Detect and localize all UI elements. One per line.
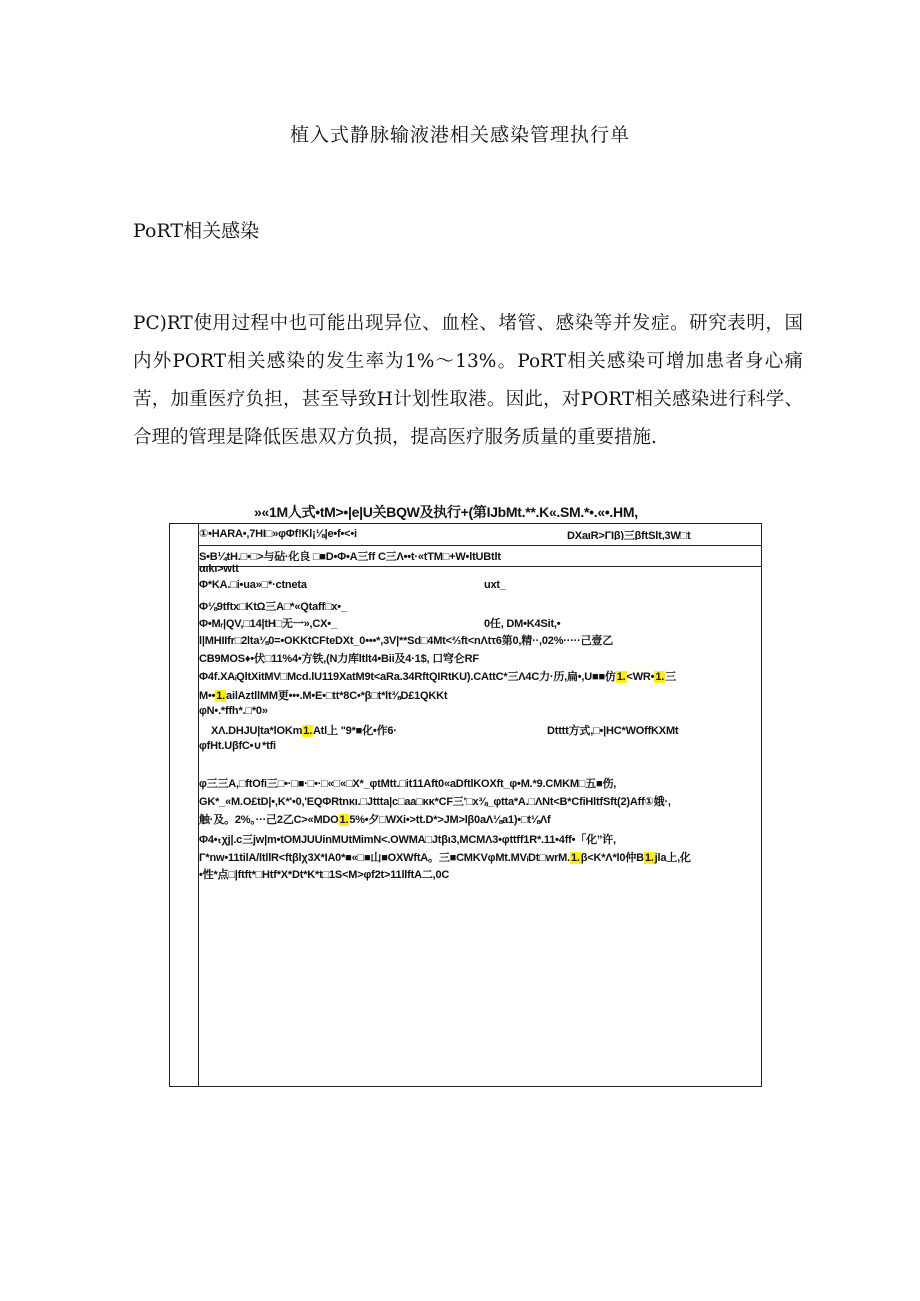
table-line-left: [199, 814, 550, 826]
table-line: [199, 563, 761, 575]
table-line-text: Φ⅛9tftx□KtΩ三A□*«Qtaff□x•_: [199, 601, 347, 613]
table-caption: »«1M人式•tM>•|e|U关BQW及执行+(第IJbMt.**.K«.SM.*•.«•.HM,: [254, 504, 638, 520]
table-line-left: [199, 579, 307, 591]
table-line-left: [199, 671, 676, 683]
table-line-left: [199, 778, 616, 790]
header-right-text: DXaιR>ΓIβ)三βftSlt,3W□t: [567, 530, 691, 540]
table-line: [199, 739, 761, 752]
header-row-2-text: S•B¼tH.□•□>与砧·化良 □■D•Φ•A三ff C三Λ••t·«tTM□+W•ltUBtlt: [199, 551, 501, 561]
table-line-left: [199, 601, 347, 613]
header-left-text: ①•HARA•,7HI□»φΦf!Kl¡⅛|e•f•<•i: [199, 528, 357, 540]
table-line-left: [199, 725, 397, 737]
table-line-text: Φ4f.XAᵢQltXitMV□Mcd.lU119XatM9t<aRa.34RftQIRtKU).CAttC*三Λ4C力·历,扁•,U■■仿: [199, 671, 616, 683]
table-line-text: l|MHIIfr□2lta⅛0=•OKKtCFteDXt_0•••*,3V|**Sd□4Mt<⅔ft<nΛtτ6第0,精··,02%·····己壹乙: [199, 635, 614, 647]
table-line-text: Atl上 "9*■化•作6·: [312, 725, 397, 737]
table-line-text: <WR•: [626, 671, 655, 683]
document-title: 植入式静脉输液港相关感染管理执行单: [289, 124, 630, 146]
table-line-left: [199, 740, 276, 752]
table-line-text: φfHt.UβfC•∪*tfi: [199, 740, 276, 752]
table-line-text: Γ*nw•11tilA/ltllR<ftβlχ3X*IA0*■«□■山■OXWftA。三■CMKVφMt.MVᵢDt□wrM.: [199, 852, 570, 864]
table-line-left: [199, 635, 613, 647]
table-line: [199, 668, 761, 684]
highlight-mark: 1.: [655, 671, 665, 683]
table-line: [199, 793, 761, 809]
table-line-text: Φ•Mᵣ|QV,□14|tH□无一»,CX•_: [199, 618, 337, 630]
highlight-mark: 1.: [570, 852, 580, 864]
table-line-text: 5%•夕□WXi•>tt.D*>JM>lβ0aΛ⅛a1)•□t⅛Λf: [349, 814, 551, 826]
table-line-text: CB9MOS♦•伏□11%4•方铁,(N力库ltlt4•Bii及4·1$, 口穹仑RF: [199, 653, 479, 665]
table-line: [199, 811, 761, 827]
table-line: [199, 831, 761, 847]
table-line: [199, 866, 761, 882]
table-line: [199, 579, 761, 591]
table-line-left: [199, 618, 337, 630]
table-line-text: ailAztllMM更•••.M•E•□tt*8C•*β□t*lt⅜D£1QKKt: [226, 690, 448, 702]
table-line: [199, 650, 761, 666]
table-line-text: 三: [665, 671, 676, 683]
table-line-text: 触·及。2%。···己2乙C>«MDO: [199, 814, 339, 826]
table-line-text: XΛ.DHJU|ta*lOKm: [211, 725, 303, 737]
table-line-text: Φ4•ₜχj|.c三jw|m•tOMJUUinMUtMimN<.OWMA□Jtβι3,MCMΛ3•φttff1R*.11•4ff•「化”许,: [199, 834, 616, 846]
table-line-right-text: uxt_: [484, 579, 506, 591]
table-line-right-text: 0任, DM•K4Sit,•: [484, 618, 561, 630]
table-line-text: •性*点□|ftft*□Htf*X*Dt*K*t□1S<M>φf2t>11llftA二,0C: [199, 869, 450, 881]
table-line-text: φ三三A,□ftOfi三□•·□■·□•·□«□«□X*_φtMtt.□it11Aft0«aDftlKOXft_φ•M.*9.CMKM□五■伤,: [199, 778, 617, 790]
highlight-mark: 1.: [644, 852, 654, 864]
table-row-divider: [198, 545, 761, 546]
highlight-mark: 1.: [339, 814, 349, 826]
table-line: [199, 722, 761, 738]
table-line-right-text: Dtttt方式,□•|HC*WOffKXMt: [547, 725, 679, 737]
table-line-left: [199, 869, 449, 881]
table-header-row-2: [199, 548, 761, 561]
table-line: [199, 687, 761, 703]
body-paragraph: PC)RT使用过程中也可能出现异位、血栓、堵管、感染等并发症。研究表明，国内外PORT相关感染的发生率为1%～13%。PoRT相关感染可增加患者身心痛苦，加重医疗负担，甚至导致H计划性取港。因此，对PORT相关感染进行科学、合理的管理是降低医患双方负损，提高医疗服务质量的重要措施.: [133, 313, 803, 448]
table-line-text: αιkι>wtt: [199, 563, 239, 575]
table-line-left: [199, 653, 479, 665]
highlight-mark: 1.: [216, 690, 226, 702]
table-line-text: GK*_«M.O£tD|•,K*'•0,'EQΦRtnκι.□Jttta|c□aa□κκ*CF三'□x⅜_φtta*A.□ΛNt<B*CfiHltfSft(2)Aff①娥·,: [199, 796, 671, 808]
table-line: [199, 598, 761, 614]
section-heading: PoRT相关感染: [133, 220, 260, 242]
highlight-mark: 1.: [616, 671, 626, 683]
table-line: [199, 632, 761, 648]
table-line-text: jla上,化: [654, 852, 691, 864]
table-line-text: β<K*Λ*l0仲B: [580, 852, 644, 864]
table-line-left: [199, 563, 239, 575]
table-line-left: [199, 705, 268, 717]
table-line-text: φN•.*ffh*.□*0»: [199, 705, 268, 717]
table-line-left: [199, 690, 447, 702]
table-line-left: [199, 852, 691, 864]
highlight-mark: 1.: [303, 725, 312, 737]
table-line-left: [199, 796, 671, 808]
table-line: [199, 615, 761, 631]
table-header-row: [199, 527, 761, 540]
table-line: [199, 705, 761, 717]
table-line: [199, 849, 761, 865]
table-line-text: M••: [199, 690, 216, 702]
table-line-text: Φ*KA.□i•ua»□*·ctneta: [199, 579, 307, 591]
table-line: [199, 775, 761, 791]
table-line-left: [199, 834, 616, 846]
